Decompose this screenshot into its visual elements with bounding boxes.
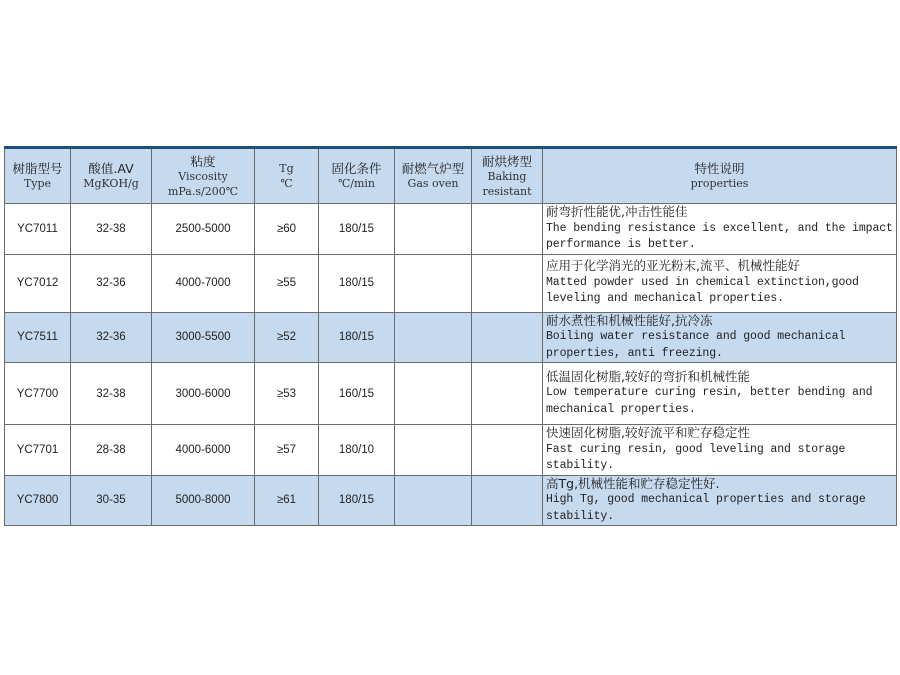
cell-viscosity: 4000-6000 <box>152 425 255 476</box>
header-baking-en: Baking <box>487 169 527 183</box>
header-properties-en: properties <box>690 177 749 190</box>
table-row <box>5 204 897 255</box>
cell-viscosity: 3000-5500 <box>152 312 255 363</box>
header-properties <box>543 148 897 204</box>
cell-acid-value: 32-36 <box>71 254 152 312</box>
header-viscosity <box>152 148 255 204</box>
properties-cn: 耐弯折性能优,冲击性能佳 <box>546 204 688 219</box>
properties-en: Matted powder used in chemical extinction,good leveling and mechanical properties. <box>546 275 859 306</box>
cell-tg: ≥60 <box>255 204 319 255</box>
cell-viscosity: 2500-5000 <box>152 204 255 255</box>
properties-en: The bending resistance is excellent, and the impact performance is better. <box>546 221 893 251</box>
header-baking-en2: resistant <box>482 184 532 198</box>
header-cure-cn: 固化条件 <box>331 161 382 176</box>
table-body <box>5 204 897 526</box>
cell-acid-value: 28-38 <box>71 425 152 476</box>
table-row <box>5 254 897 312</box>
cell-baking <box>472 204 543 255</box>
properties-cn: 应用于化学消光的亚光粉末,流平、机械性能好 <box>546 258 800 274</box>
header-gas-oven-en: Gas oven <box>407 177 459 190</box>
header-acid-value-en: MgKOH/g <box>83 177 139 190</box>
cell-type: YC7012 <box>5 254 71 312</box>
cell-acid-value: 32-38 <box>71 363 152 425</box>
header-viscosity-en: Viscosity <box>178 169 228 183</box>
cell-gas-oven <box>395 363 472 425</box>
properties-en: Fast curing resin, good leveling and storage stability. <box>546 442 846 472</box>
cell-cure: 160/15 <box>319 363 395 425</box>
header-viscosity-unit: mPa.s/200℃ <box>167 184 239 198</box>
header-baking-cn: 耐烘烤型 <box>481 153 532 169</box>
header-type-en: Type <box>23 177 52 190</box>
properties-cn: 快速固化树脂,较好流平和贮存稳定性 <box>546 425 750 440</box>
cell-properties <box>543 312 897 363</box>
cell-gas-oven <box>395 425 472 476</box>
header-type <box>5 148 71 204</box>
cell-type: YC7011 <box>5 204 71 255</box>
cell-baking <box>472 254 543 312</box>
cell-tg: ≥53 <box>255 363 319 425</box>
cell-type: YC7701 <box>5 425 71 476</box>
table-row <box>5 475 897 526</box>
cell-acid-value: 32-38 <box>71 204 152 255</box>
cell-properties <box>543 425 897 476</box>
cell-properties <box>543 204 897 255</box>
cell-properties <box>543 254 897 312</box>
cell-acid-value: 30-35 <box>71 475 152 526</box>
properties-cn: 高Tg,机械性能和贮存稳定性好. <box>546 475 720 491</box>
cell-viscosity: 4000-7000 <box>152 254 255 312</box>
header-cure-en: ℃/min <box>337 177 376 190</box>
cell-type: YC7700 <box>5 363 71 425</box>
header-tg-unit: ℃ <box>280 177 293 190</box>
cell-type: YC7800 <box>5 475 71 526</box>
cell-cure: 180/10 <box>319 425 395 476</box>
header-tg <box>255 148 319 204</box>
cell-properties <box>543 363 897 425</box>
cell-type: YC7511 <box>5 312 71 363</box>
table-row <box>5 312 897 363</box>
properties-cn: 耐水煮性和机械性能好,抗冷冻 <box>546 312 713 328</box>
cell-gas-oven <box>395 312 472 363</box>
cell-tg: ≥61 <box>255 475 319 526</box>
properties-en: High Tg, good mechanical properties and storage stability. <box>546 493 866 523</box>
header-row <box>5 148 897 204</box>
header-gas-oven <box>395 148 472 204</box>
cell-baking <box>472 312 543 363</box>
header-acid-value-cn: 酸值.AV <box>88 161 134 176</box>
table-row <box>5 363 897 425</box>
properties-cn: 低温固化树脂,较好的弯折和机械性能 <box>546 368 750 384</box>
cell-tg: ≥55 <box>255 254 319 312</box>
cell-tg: ≥57 <box>255 425 319 476</box>
properties-en: Low temperature curing resin, better bending and mechanical properties. <box>546 386 873 416</box>
cell-cure: 180/15 <box>319 254 395 312</box>
table-row <box>5 425 897 476</box>
header-cure <box>319 148 395 204</box>
header-acid-value <box>71 148 152 204</box>
cell-baking <box>472 425 543 476</box>
header-properties-cn: 特性说明 <box>694 161 745 176</box>
cell-cure: 180/15 <box>319 312 395 363</box>
cell-viscosity: 5000-8000 <box>152 475 255 526</box>
header-baking <box>472 148 543 204</box>
header-gas-oven-cn: 耐燃气炉型 <box>401 161 465 176</box>
cell-cure: 180/15 <box>319 475 395 526</box>
cell-acid-value: 32-36 <box>71 312 152 363</box>
header-tg-label: Tg <box>279 162 294 175</box>
header-viscosity-cn: 粘度 <box>190 153 216 169</box>
cell-gas-oven <box>395 204 472 255</box>
cell-cure: 180/15 <box>319 204 395 255</box>
cell-baking <box>472 363 543 425</box>
cell-properties <box>543 475 897 526</box>
cell-gas-oven <box>395 475 472 526</box>
resin-spec-table <box>4 146 897 526</box>
cell-gas-oven <box>395 254 472 312</box>
header-type-cn: 树脂型号 <box>12 161 63 176</box>
cell-viscosity: 3000-6000 <box>152 363 255 425</box>
properties-en: Boiling water resistance and good mechanical properties, anti freezing. <box>546 330 846 360</box>
cell-tg: ≥52 <box>255 312 319 363</box>
cell-baking <box>472 475 543 526</box>
